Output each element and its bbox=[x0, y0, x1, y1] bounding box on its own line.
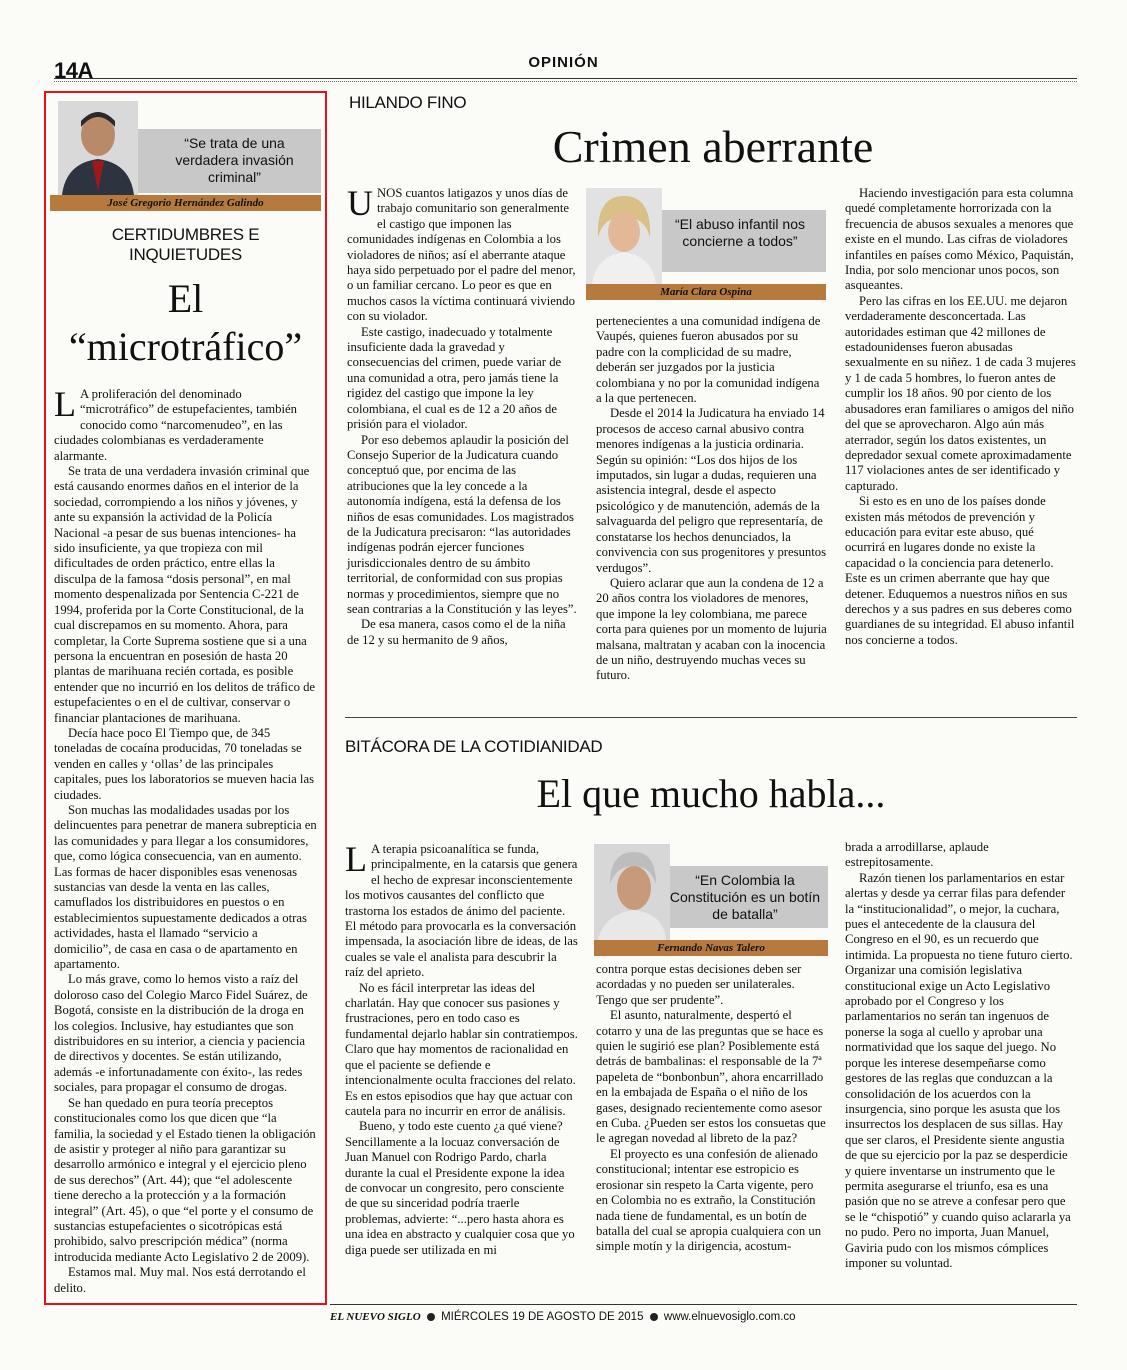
bullet-icon bbox=[650, 1313, 658, 1321]
dropcap: U bbox=[347, 183, 373, 223]
author-name: Fernando Navas Talero bbox=[594, 940, 828, 956]
article-title bbox=[54, 275, 317, 371]
paragraph: L A terapia psicoanalítica se funda, principalmente, en la catarsis que genera el hecho de expresar inconscientemente los motivos causantes del conflicto que trastorna los estados de ánimo del paciente. El método para provocarla es la conversación impensada, la asociación libre de ideas, de las cuales se vale el analista para descubrir la raíz del aprieto. bbox=[345, 839, 578, 980]
paragraph: Si esto es en uno de los países donde existen más métodos de prevención y educación para evitar este abuso, qué ocurrirá en lugares donde no existe la capacidad o la conciencia para detenerlo. Este es un crimen aberrante que hay que detener. Eduquemos a nuestros niños en sus derechos y a sus padres en sus deberes como guardianes de su integridad. El abuso infantil nos concierne a todos. bbox=[845, 494, 1075, 647]
article2-col3 bbox=[845, 840, 1077, 1271]
article-title-line2: “microtráfico” bbox=[68, 324, 303, 369]
paragraph: Haciendo investigación para esta columna quedé completamente horrorizada con la frecuencia de abusos sexuales a menores que existe en el mundo. Las cifras de violadores infantiles en países como México, Paquistán, India, por solo mencionar unos pocos, son asqueantes. bbox=[845, 186, 1074, 293]
paragraph: No es fácil interpretar las ideas del charlatán. Hay que conocer sus pasiones y frustraciones, pero en todo caso es fundamental dejarlo hablar sin contratiempos. Claro que hay momentos de racionalidad en que el paciente se defiende e intencionalmente oculta fracciones del relato. Es en estos episodios que hay que actuar con cautela para no incurrir en error de análisis. bbox=[345, 980, 578, 1118]
author-photo bbox=[594, 844, 670, 940]
paragraph: Por eso debemos aplaudir la posición del Consejo Superior de la Judicatura cuando conceptuó que, por encima de las atribuciones que la ley concede a la autonomía indígena, está la defensa de los niños de esas comunidades. Los magistrados de la Judicatura precisaron: “las autoridades indígenas podrán ejercer funciones jurisdiccionales dentro de su ámbito territorial, de conformidad con sus propias normas y procedimientos, siempre que no sean contrarias a la Constitución y las leyes”. bbox=[347, 432, 577, 616]
author-name: José Gregorio Hernández Galindo bbox=[50, 195, 321, 211]
paragraph: Razón tienen los parlamentarios en estar alertas y desde ya cerrar filas para defender la “institucionalidad”, o mejor, la cuchara, pues el antecedente de la clausura del Congreso en el 90, es un recuerdo que intimida. La propuesta no tiene futuro cierto. Organizar una comisión legislativa constitucional exige un Acto Legislativo aprobado por el Congreso y los parlamentarios no serán tan ingenuos de ponerse la soga al cuello y aprobar una normatividad que los saque del juego. No porque les interese desempeñarse como gestores de las reglas que conduzcan a la consolidación de los acuerdos con la insurgencia, sino porque les asusta que los insurrectos los desplacen de sus sillas. Hay que ser claros, el Presidente siente angustia de que su ejercicio por la paz se desperdicie y quiere inventarse un instrumento que le permita asegurarse el triunfo, esa es una pasión que no se atreve a confesar pero que se le “chispotió” y cuando quiso aclararla ya no pudo. Pero no importa, Juan Manuel, Gaviria pudo con los mismos cómplices imponer su voluntad. bbox=[845, 870, 1073, 1270]
article2-col1 bbox=[345, 839, 578, 1258]
paragraph: Se han quedado en pura teoría preceptos constitucionales como los que dicen que “la familia, la sociedad y el Estado tienen la obligación de asistir y proteger al niño para garantizar su desarrollo armónico e integral y el ejercicio pleno de sus derechos” (Art. 44); que “el adolescente tiene derecho a la protección y a la formación integral” (Art. 45), o que “el porte y el consumo de sustancias estupefacientes o sicotrópicas está prohibido, salvo prescripción médica” (norma introducida mediante Acto Legislativo 2 de 2009). bbox=[54, 1095, 316, 1264]
article1-title: Crimen aberrante bbox=[552, 121, 874, 172]
paragraph: Lo más grave, como lo hemos visto a raíz del doloroso caso del Colegio Marco Fidel Suárez, de Bogotá, consiste en la distribución de la droga en los colegios. Inclusive, hay estudiantes que son distribuidores en su interior, a ciencia y paciencia de directivos y docentes. Se están utilizando, además -e infortunadamente con éxito-, las redes sociales, para propagar el consumo de drogas. bbox=[54, 972, 308, 1095]
paragraph: L A proliferación del denominado “microtráfico” de estupefacientes, también conocido como “narcomenudeo”, en las ciudades colombianas es verdaderamente alarmante. bbox=[54, 384, 297, 463]
paragraph: El asunto, naturalmente, despertó el cotarro y una de las preguntas que se hace es quien le sugirió ese plan? Posiblemente está detrás de bambalinas: el responsable de la 7ª papeleta de “bonbonbun”, ahora encarrillado en la embajada de España o el niño de los gases, designado recientemente como asesor en Cuba. ¿Pueden ser estos los consuetas que le agregan novedad al libreto de la paz? bbox=[596, 1008, 826, 1146]
article2-kicker: BITÁCORA DE LA COTIDIANIDAD bbox=[345, 737, 603, 756]
author-photo bbox=[58, 101, 138, 195]
article2-author-inset bbox=[594, 844, 828, 956]
article1-col1 bbox=[347, 183, 580, 648]
article-body bbox=[54, 384, 317, 1296]
article1-kicker: HILANDO FINO bbox=[349, 93, 467, 112]
brand-logo: EL NUEVO SIGLO bbox=[330, 1311, 421, 1323]
article1-col2 bbox=[596, 314, 828, 684]
footer-website: www.elnuevosiglo.com.co bbox=[663, 1311, 796, 1323]
bullet-icon bbox=[427, 1313, 435, 1321]
paragraph: El proyecto es una confesión de alienado constitucional; intentar ese estropicio es erosionar sin respeto la Carta vigente, pero en Colombia no es extraño, la Constitución nada tiene de fundamental, es un botín de batalla del cual se apropia cualquiera con un simple motín y la dirigencia, acostum- bbox=[596, 1146, 822, 1254]
paragraph: UNOS cuantos latigazos y unos días de trabajo comunitario son generalmente el castigo que imponen las comunidades indígenas en Colombia a los violadores de niños; así el aberrante ataque haya sido perpetuado por el padre del menor, o un familiar cercano. Lo peor es que en muchos casos la víctima continuará viviendo con su violador. bbox=[347, 183, 576, 324]
author-photo bbox=[586, 188, 662, 284]
article2-col2 bbox=[596, 962, 828, 1255]
paragraph: Se trata de una verdadera invasión criminal que está causando enormes daños en el interior de la sociedad, corrompiendo a los niños y jóvenes, y ante su expansión la actividad de la Policía Nacional -a pesar de sus buenas intenciones- ha sido insuficiente, ya que tropieza con mil dificultades de orden práctico, entre ellas la disculpa de la famosa “dosis personal”, en mal momento despenalizada por Sentencia C-221 de 1994, proferida por la Corte Constitucional, de la cual discrepamos en su momento. Ahora, para completar, la Corte Suprema sostiene que si a una persona la encuentran en posesión de hasta 20 plantas de marihuana recién cortada, es posible entender que no incurrió en los delitos de tráfico de estupefacientes o en el de cultivar, conservar o financiar plantaciones de marihuana. bbox=[54, 464, 316, 725]
author-quote: “El abuso infantil nos concierne a todos” bbox=[675, 216, 805, 249]
footer-date: MIÉRCOLES 19 DE AGOSTO DE 2015 bbox=[441, 1311, 644, 1323]
paragraph: contra porque estas decisiones deben ser acordadas y no pueden ser unilaterales. Tengo que ser prudente”. bbox=[596, 962, 802, 1007]
footer-rule bbox=[330, 1304, 1077, 1305]
header-rule bbox=[54, 78, 1077, 79]
left-article-highlight bbox=[44, 91, 327, 1305]
author-name: María Clara Ospina bbox=[586, 284, 826, 300]
article1-author-inset bbox=[586, 188, 826, 300]
paragraph: Estamos mal. Muy mal. Nos está derrotando el delito. bbox=[54, 1265, 306, 1295]
paragraph: Quiero aclarar que aun la condena de 12 a 20 años contra los violadores de menores, que impone la ley colombiana, me parece corta para quienes por un momento de lujuria malsana, maltratan y acaban con la inocencia de un niño, destruyendo muchas veces su futuro. bbox=[596, 575, 827, 683]
paragraph: Desde el 2014 la Judicatura ha enviado 14 procesos de acceso carnal abusivo contra menores indígenas a la justicia ordinaria. Según su opinión: “Los dos hijos de los imputados, sin lugar a dudas, requieren una asistencia integral, desde el aspecto psicológico y de manutención, además de la salvaguarda del peligro que representaría, de constatarse los hechos denunciados, la convivencia con sus progenitores y presuntos verdugos”. bbox=[596, 406, 827, 575]
footer bbox=[330, 1311, 796, 1323]
paragraph: Bueno, y todo este cuento ¿a qué viene? Sencillamente a la locuaz conversación de Juan Manuel con Rodrigo Pardo, charla durante la cual el Presidente expone la idea de convocar un congresito, pero consciente de que su sinceridad podría traerle problemas, advierte: “...pero hasta ahora es una idea en abstracto y cualquier cosa que yo diga puede ser utilizada en mi bbox=[345, 1119, 575, 1257]
column-kicker: CERTIDUMBRES E INQUIETUDES bbox=[111, 225, 260, 264]
article2-title: El que mucho habla... bbox=[536, 771, 886, 816]
article1-col3 bbox=[845, 186, 1077, 648]
header-rule-dotted bbox=[54, 81, 1077, 82]
paragraph: Este castigo, inadecuado y totalmente insuficiente dada la gravedad y consecuencias del crimen, puede variar de una comunidad a otra, pero jamás tiene la rigidez del castigo que impone la ley colombiana, el cual es de 12 a 20 años de prisión para el violador. bbox=[347, 324, 562, 432]
section-title: OPINIÓN bbox=[528, 54, 599, 71]
paragraph: De esa manera, casos como el de la niña de 12 y su hermanito de 9 años, bbox=[347, 617, 566, 647]
dropcap: L bbox=[345, 839, 367, 879]
paragraph: Pero las cifras en los EE.UU. me dejaron verdaderamente desconcertada. Las autoridades estiman que 42 millones de estadounidenses fueron abusadas sexualmente en su niñez. 1 de cada 3 mujeres y 1 de cada 5 hombres, lo fueron antes de cumplir los 18 años. 90 por ciento de los abusadores eran familiares o amigos del niño del que se aprovecharon. Algo aún más aterrador, según los datos existentes, un depredador sexual comete aproximadamente 117 violaciones antes de ser identificado y capturado. bbox=[845, 293, 1076, 493]
paragraph: pertenecientes a una comunidad indígena de Vaupés, quienes fueron abusados por su padre con la complicidad de su madre, deberán ser juzgados por la justicia colombiana y no por la comunidad indígena a la que pertenecen. bbox=[596, 314, 821, 406]
author-quote: “En Colombia la Constitución es un botín de batalla” bbox=[669, 872, 821, 922]
dropcap: L bbox=[54, 384, 76, 424]
author-inset bbox=[50, 99, 321, 211]
article-title-line1: El bbox=[167, 276, 204, 321]
paragraph: Decía hace poco El Tiempo que, de 345 toneladas de cocaína producidas, 70 toneladas se venden en calles y ‘ollas’ de las principales capitales, pues los laboratorios se mueven hacia las ciudades. bbox=[54, 725, 315, 802]
author-quote: “Se trata de una verdadera invasión criminal” bbox=[175, 135, 294, 185]
page-number: 14A bbox=[54, 58, 93, 83]
section-divider bbox=[345, 717, 1077, 718]
paragraph: brada a arrodillarse, aplaude estrepitosamente. bbox=[845, 840, 989, 870]
paragraph: Son muchas las modalidades usadas por los delincuentes para penetrar de manera subrepticia en las comunidades y para llegar a los consumidores, que, como lógica consecuencia, van en aumento. Las formas de hacer disponibles esas venenosas sustancias van desde la venta en las calles, camuflados los distribuidores en puestos o en establecimientos supuestamente dedicados a otras actividades, hasta el llamado “servicio a domicilio”, de casa en casa o de apartamento en apartamento. bbox=[54, 802, 317, 972]
